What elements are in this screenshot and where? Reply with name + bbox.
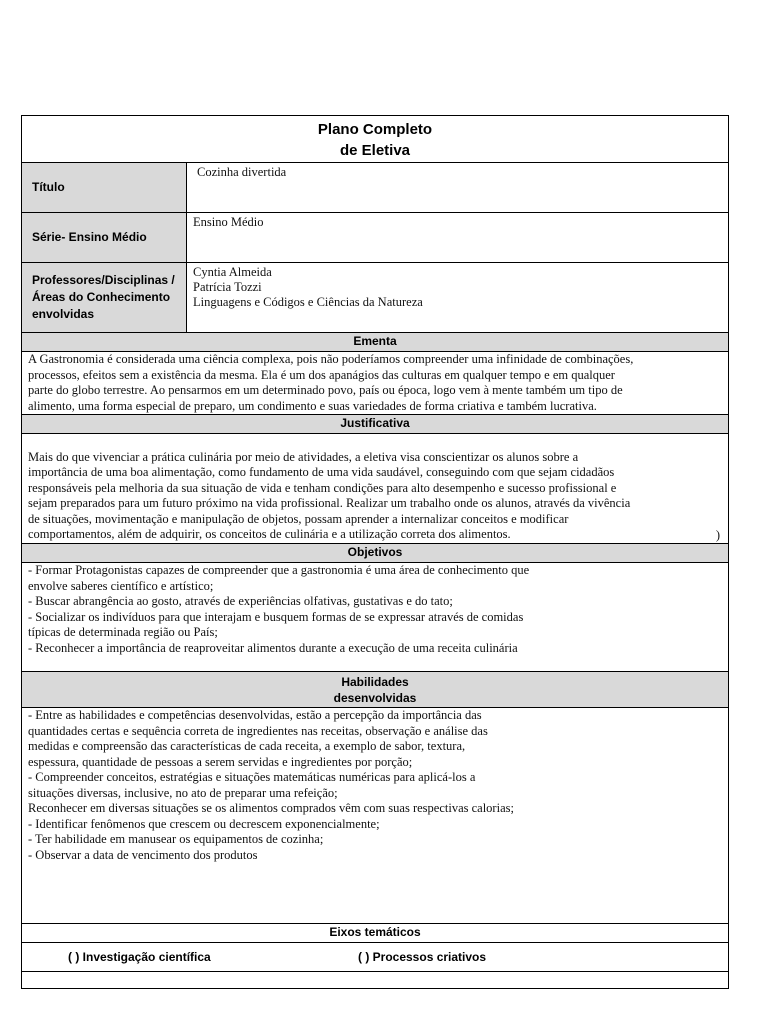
title-line-1: Plano Completo <box>317 121 433 138</box>
justificativa-heading: Justificativa <box>22 415 728 434</box>
row-professores <box>22 263 728 333</box>
objetivos-heading: Objetivos <box>22 544 728 563</box>
title-line-2: de Eletiva <box>339 142 411 159</box>
objetivos-text[interactable]: - Formar Protagonistas capazes de compreender que a gastronomia é uma área de conhecimento que envolve saberes científico e artístico; - Buscar abrangência ao gosto, através de experiências olfativas, gustativas e do tato; - Socializar os indivíduos para que interajam e busquem formas de se expressar através de comidas típicas de determinada região ou País; - Reconhecer a importância de reaproveitar alimentos durante a execução de uma receita culinária <box>22 563 728 672</box>
habilidades-heading-line-2: desenvolvidas <box>333 691 417 705</box>
row-serie <box>22 213 728 263</box>
value-titulo[interactable]: Cozinha divertida <box>197 165 287 179</box>
justificativa-trailing: ) <box>715 527 720 542</box>
professor-line: Patrícia Tozzi <box>193 280 262 294</box>
professor-line: Cyntia Almeida <box>193 265 272 279</box>
eixos-heading: Eixos temáticos <box>22 924 728 943</box>
ementa-heading: Ementa <box>22 333 728 352</box>
habilidades-text[interactable]: - Entre as habilidades e competências desenvolvidas, estão a percepção da importância das quantidades certas e sequência correta de ingredientes nas receitas, observação e análise das medidas e compreensão das características de cada receita, a exemplo de sabor, textura, espessura, quantidade de pessoas a serem servidas e ingredientes por porção; - Compreender conceitos, estratégias e situações matemáticas numéricas para aplicá-los a situações diversas, inclusive, no ato de preparar uma refeição; Reconhecer em diversas situações se os alimentos comprados vêm com suas respectivas calorias; - Identificar fenômenos que crescem ou decrescem exponencialmente; - Ter habilidade em manusear os equipamentos de cozinha; - Observar a data de vencimento dos produtos <box>22 708 728 924</box>
ementa-text[interactable]: A Gastronomia é considerada uma ciência complexa, pois não poderíamos compreender uma infinidade de combinações, processos, efeitos sem a existência da mesma. Ela é um dos apanágios das culturas em qualquer tempo e em qualquer parte do globo terrestre. Ao pensarmos em um determinado povo, país ou época, logo vem à mente também um tipo de alimento, uma forma especial de preparo, um condimento e suas variedades de forma criativa e também lucrativa. <box>22 352 728 415</box>
eixo-investigacao-option[interactable]: ( ) Investigação científica <box>68 950 211 964</box>
value-professores[interactable] <box>187 263 728 332</box>
justificativa-body[interactable] <box>22 434 728 544</box>
eixo-processos-option[interactable]: ( ) Processos criativos <box>358 950 487 964</box>
habilidades-heading <box>22 672 728 708</box>
plano-eletiva-document <box>21 115 729 989</box>
label-professores: Professores/Disciplinas / Áreas do Conhecimento envolvidas <box>22 263 187 332</box>
disciplinas-line: Linguagens e Códigos e Ciências da Natureza <box>193 295 423 309</box>
label-titulo: Título <box>22 163 187 212</box>
justificativa-text: Mais do que vivenciar a prática culinária por meio de atividades, a eletiva visa conscientizar os alunos sobre a importância de uma boa alimentação, como fundamento de uma vida saudável, conseguindo com que sejam cidadãos responsáveis pela melhoria da sua situação de vida e tenham condições para alto desempenho e sucesso profissional e sejam preparados para um futuro próximo na vida profissional. Realizar um trabalho onde os alunos, através da vivência de situações, movimentação e manipulação de objetos, possam aprender a internalizar conceitos e modificar comportamentos, além de adquirir, os conceitos de culinária e a utilização correta dos alimentos. <box>28 449 631 541</box>
value-serie[interactable]: Ensino Médio <box>193 215 264 229</box>
habilidades-heading-line-1: Habilidades <box>341 675 409 689</box>
row-titulo <box>22 163 728 213</box>
eixos-options <box>22 943 728 972</box>
document-title <box>22 116 728 163</box>
label-serie: Série- Ensino Médio <box>22 213 187 262</box>
